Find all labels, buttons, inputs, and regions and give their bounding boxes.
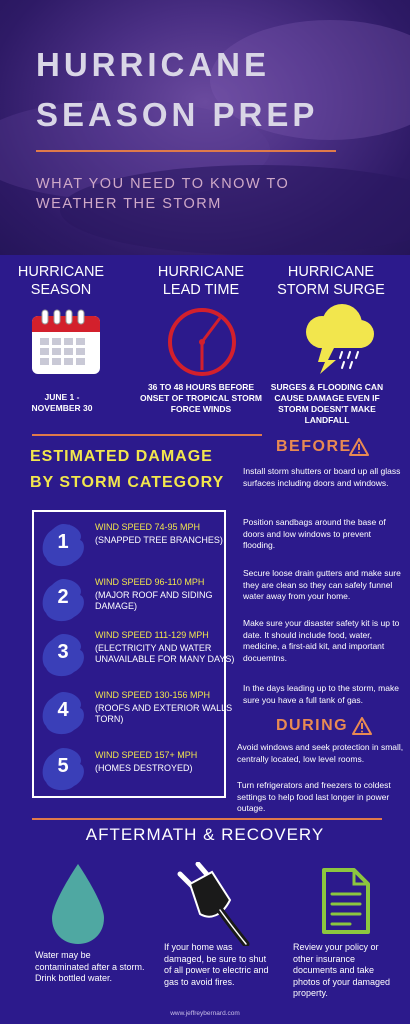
hero-divider xyxy=(36,150,336,152)
damage-description: (HOMES DESTROYED) xyxy=(95,763,193,773)
before-heading: BEFORE xyxy=(276,438,352,455)
damage-description: (SNAPPED TREE BRANCHES) xyxy=(95,535,223,545)
season-title-line1: HURRICANE xyxy=(17,264,105,280)
during-item-1: Avoid windows and seek protection in small, centrally located, low level rooms. xyxy=(237,742,404,764)
surge-title-line1: HURRICANE xyxy=(287,264,375,280)
storm-cloud-icon xyxy=(298,302,382,374)
section-divider xyxy=(32,818,382,820)
hero-subtitle-line2: WEATHER THE STORM xyxy=(36,196,222,212)
aftermath-item-water: Water may be contaminated after a storm. Drink bottled water. xyxy=(35,950,145,983)
before-item-2: Position sandbags around the base of doors and low windows to prevent flooding. xyxy=(243,517,386,550)
hero-banner xyxy=(0,0,410,255)
hero-title-line2: SEASON PREP xyxy=(36,96,319,133)
category-number: 3 xyxy=(57,641,69,663)
surge-note: SURGES & FLOODING CAN CAUSE DAMAGE EVEN IF STORM DOESN'T MAKE LANDFALL xyxy=(270,382,384,425)
water-drop-icon xyxy=(48,862,108,946)
wind-speed: WIND SPEED 130-156 MPH xyxy=(95,690,211,700)
section-divider xyxy=(32,434,262,436)
lead-time-note: 36 TO 48 HOURS BEFORE ONSET OF TROPICAL STORM FORCE WINDS xyxy=(140,382,262,414)
category-number: 2 xyxy=(57,586,69,608)
surge-title-line2: STORM SURGE xyxy=(277,282,385,298)
season-title-line2: SEASON xyxy=(30,282,92,298)
damage-title-line2: BY STORM CATEGORY xyxy=(30,474,225,491)
category-number: 5 xyxy=(57,755,69,777)
before-item-1: Install storm shutters or board up all glass surfaces including doors and windows. xyxy=(243,466,401,488)
wind-speed: WIND SPEED 157+ MPH xyxy=(95,750,198,760)
damage-description: (MAJOR ROOF AND SIDING DAMAGE) xyxy=(95,590,213,611)
before-item-3: Secure loose drain gutters and make sure they are clean so they can safely funnel water away from your home. xyxy=(243,568,401,601)
clock-icon xyxy=(166,306,238,378)
document-icon xyxy=(320,866,372,936)
season-note xyxy=(0,392,127,414)
warning-icon xyxy=(349,438,369,456)
calendar-icon xyxy=(30,308,102,376)
during-item-2: Turn refrigerators and freezers to coldest settings to help food last longer in power outage. xyxy=(237,780,391,813)
lead-time-title-line1: HURRICANE xyxy=(157,264,245,280)
damage-description: (ROOFS AND EXTERIOR WALLS TORN) xyxy=(95,703,233,724)
aftermath-item-power: If your home was damaged, be sure to shut of all power to electric and gas to avoid fires. xyxy=(164,942,269,987)
category-number: 1 xyxy=(57,531,69,553)
category-number: 4 xyxy=(57,699,69,721)
aftermath-heading: AFTERMATH & RECOVERY xyxy=(85,825,325,844)
during-heading: DURING xyxy=(276,717,349,734)
before-item-4: Make sure your disaster safety kit is up to date. It should include food, water, medicine, a first-aid kit, and important docuemtns. xyxy=(243,618,400,663)
wind-speed: WIND SPEED 96-110 MPH xyxy=(95,577,205,587)
power-plug-icon xyxy=(170,862,254,946)
aftermath-item-insurance: Review your policy or other insurance documents and take photos of your damaged property. xyxy=(293,942,391,998)
wind-speed: WIND SPEED 74-95 MPH xyxy=(95,522,201,532)
season-note-text: JUNE 1 - NOVEMBER 30 xyxy=(31,392,93,413)
lead-time-title-line2: LEAD TIME xyxy=(162,282,240,298)
before-item-5: In the days leading up to the storm, make sure you have a full tank of gas. xyxy=(243,683,399,705)
hero-subtitle-line1: WHAT YOU NEED TO KNOW TO xyxy=(36,176,290,192)
footer-website: www.jeffreybernard.com xyxy=(170,1010,240,1017)
warning-icon xyxy=(352,717,372,735)
hero-title-line1: HURRICANE xyxy=(36,46,270,83)
damage-title-line1: ESTIMATED DAMAGE xyxy=(30,448,213,465)
wind-speed: WIND SPEED 111-129 MPH xyxy=(95,630,209,640)
damage-description: (ELECTRICITY AND WATER UNAVAILABLE FOR MANY DAYS) xyxy=(95,643,235,664)
